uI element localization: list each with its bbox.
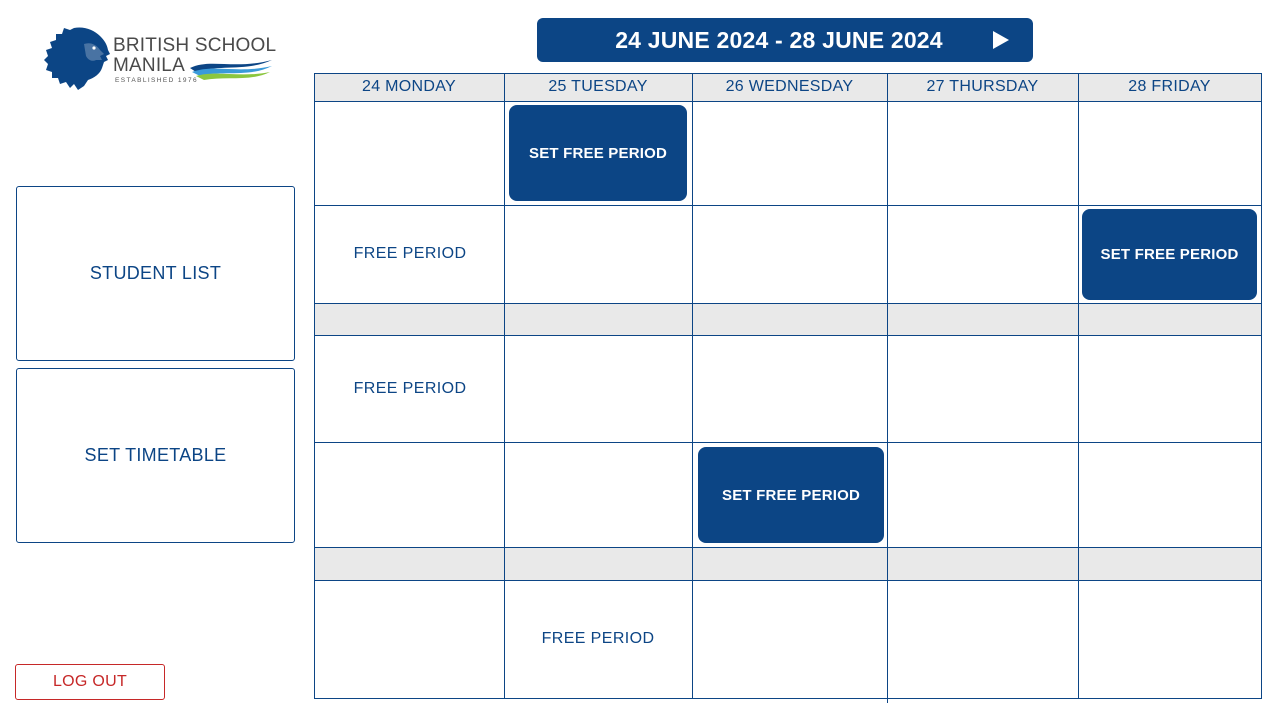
break-row: [314, 303, 1262, 335]
school-logo: [44, 26, 284, 96]
grid-line: [314, 580, 1262, 581]
grid-line: [1261, 73, 1262, 699]
student-list-label: STUDENT LIST: [89, 263, 222, 283]
grid-line: [1078, 73, 1079, 699]
day-header-monday: 24 MONDAY: [362, 78, 456, 95]
week-range-header: [537, 18, 1033, 62]
free-period-label: FREE PERIOD: [353, 245, 467, 262]
set-free-period-button[interactable]: SET FREE PERIOD: [1082, 209, 1257, 300]
logout-button[interactable]: [15, 664, 165, 700]
set-timetable-label: SET TIMETABLE: [84, 445, 227, 465]
day-header-tuesday: 25 TUESDAY: [548, 78, 648, 95]
day-header-thursday: 27 THURSDAY: [926, 78, 1039, 95]
timetable-grid: [314, 73, 1262, 699]
logo-text-line1: BRITISH SCHOOL: [113, 35, 277, 56]
break-row: [314, 547, 1262, 580]
play-arrow-icon[interactable]: [990, 30, 1010, 50]
set-timetable-button[interactable]: [16, 368, 295, 543]
grid-line: [887, 73, 888, 703]
grid-line: [314, 303, 1262, 304]
grid-line: [314, 547, 1262, 548]
grid-line: [314, 698, 1262, 699]
week-range-label: 24 JUNE 2024 - 28 JUNE 2024: [615, 26, 943, 53]
grid-line: [314, 101, 1262, 102]
grid-line: [692, 73, 693, 699]
student-list-button[interactable]: [16, 186, 295, 361]
logout-label: LOG OUT: [52, 673, 128, 690]
wave-swoosh-icon: [186, 56, 274, 84]
set-free-period-button[interactable]: SET FREE PERIOD: [698, 447, 884, 543]
grid-line: [314, 442, 1262, 443]
day-header-friday: 28 FRIDAY: [1128, 78, 1211, 95]
free-period-label: FREE PERIOD: [541, 630, 655, 647]
day-header-wednesday: 26 WEDNESDAY: [725, 78, 854, 95]
logo-established: ESTABLISHED 1976: [115, 77, 198, 84]
lion-crest-icon: [44, 26, 112, 92]
logo-text-line2: MANILA: [113, 55, 185, 76]
set-free-period-button[interactable]: SET FREE PERIOD: [509, 105, 687, 201]
free-period-label: FREE PERIOD: [353, 379, 467, 397]
